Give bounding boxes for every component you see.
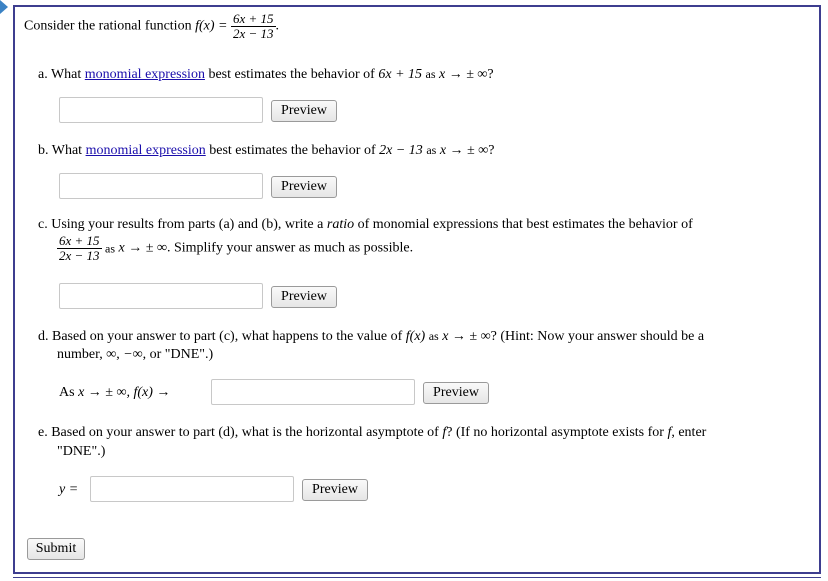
part-a-question [38, 65, 494, 84]
answer-input-c[interactable] [59, 283, 263, 309]
part-d-line2-pre: number, [57, 347, 103, 362]
part-d-limit: x → ± ∞ [442, 329, 491, 344]
part-c-line1-pre: Using your results from parts (a) and (b), write a [51, 217, 324, 232]
part-e-line2: "DNE".) [57, 444, 106, 459]
part-d-inf: ∞ [106, 347, 117, 362]
submit-button[interactable]: Submit [27, 538, 85, 560]
part-b-letter: b. [38, 143, 49, 158]
part-e-answer-prefix: y = [59, 482, 79, 497]
part-a-letter: a. [38, 67, 48, 82]
part-d-line2-post: , or "DNE".) [142, 347, 214, 362]
part-d-line2 [57, 346, 213, 364]
part-d-as: as [428, 329, 439, 343]
part-c-as: as [105, 241, 116, 256]
part-d-answer-prefix [59, 384, 170, 402]
preview-button-d[interactable]: Preview [423, 382, 489, 404]
intro-period: . [275, 18, 279, 34]
part-e-letter: e. [38, 425, 48, 440]
part-e-f2: f [667, 425, 672, 440]
part-a-mid: best estimates the behavior of [208, 67, 375, 82]
intro-fx: f(x) = [195, 18, 228, 34]
preview-button-c[interactable]: Preview [271, 286, 337, 308]
part-a-limit: x → ± ∞ [439, 67, 488, 82]
part-d-sep: , [116, 347, 120, 362]
monomial-expression-link-a[interactable]: monomial expression [84, 67, 205, 82]
part-c-line2-post: . Simplify your answer as much as possible. [166, 240, 414, 256]
part-c-line1 [38, 216, 693, 234]
intro-numerator: 6x + 15 [232, 11, 274, 26]
preview-button-a[interactable]: Preview [271, 100, 337, 122]
part-c-line1-post: of monomial expressions that best estimates the behavior of [357, 217, 693, 232]
bottom-divider [13, 577, 821, 578]
part-b-expr: 2x − 13 [379, 143, 423, 158]
part-a-pre: What [50, 67, 82, 82]
part-c-letter: c. [38, 217, 48, 232]
part-d-line1-post: ? (Hint: Now your answer should be a [490, 329, 705, 344]
part-d-answer-limit: x → ± ∞, [78, 385, 130, 400]
part-b-mid: best estimates the behavior of [209, 143, 376, 158]
answer-input-d[interactable] [211, 379, 415, 405]
part-d-letter: d. [38, 329, 49, 344]
part-e-line1-pre: Based on your answer to part (d), what is the horizontal asymptote of [51, 425, 439, 440]
part-e-line2 [57, 443, 105, 461]
part-d-line1 [38, 327, 704, 346]
part-c-denominator: 2x − 13 [59, 248, 100, 263]
part-c-numerator: 6x + 15 [59, 233, 100, 248]
part-b-question [38, 141, 494, 160]
corner-marker [0, 0, 8, 14]
part-c-limit: x → ± ∞ [118, 240, 167, 256]
answer-input-b[interactable] [59, 173, 263, 199]
intro-line [24, 12, 279, 41]
part-b-as: as [426, 143, 437, 157]
answer-input-a[interactable] [59, 97, 263, 123]
part-d-answer-f: f(x) → [133, 385, 171, 400]
part-b-pre: What [51, 143, 83, 158]
part-a-as: as [425, 67, 436, 81]
part-a-end: ? [487, 67, 494, 82]
preview-button-e[interactable]: Preview [302, 479, 368, 501]
part-d-line1-pre: Based on your answer to part (c), what happens to the value of [52, 329, 403, 344]
part-b-end: ? [488, 143, 495, 158]
part-a-expr: 6x + 15 [378, 67, 423, 82]
intro-fraction [231, 12, 276, 41]
part-d-neginf: −∞ [123, 347, 143, 362]
part-c-line2 [57, 234, 413, 263]
part-d-answer-as: As [59, 385, 75, 400]
part-e-f: f [442, 425, 447, 440]
part-c-fraction [57, 234, 102, 263]
part-e-line1-post: , enter [671, 425, 707, 440]
part-e-line1-mid: ? (If no horizontal asymptote exists for [446, 425, 664, 440]
intro-text: Consider the rational function [24, 18, 192, 34]
answer-input-e[interactable] [90, 476, 294, 502]
intro-denominator: 2x − 13 [232, 26, 274, 41]
part-b-limit: x → ± ∞ [439, 143, 489, 158]
part-c-ratio: ratio [326, 217, 355, 232]
monomial-expression-link-b[interactable]: monomial expression [85, 143, 206, 158]
part-d-fx: f(x) [405, 329, 426, 344]
preview-button-b[interactable]: Preview [271, 176, 337, 198]
part-e-line1 [38, 424, 706, 442]
